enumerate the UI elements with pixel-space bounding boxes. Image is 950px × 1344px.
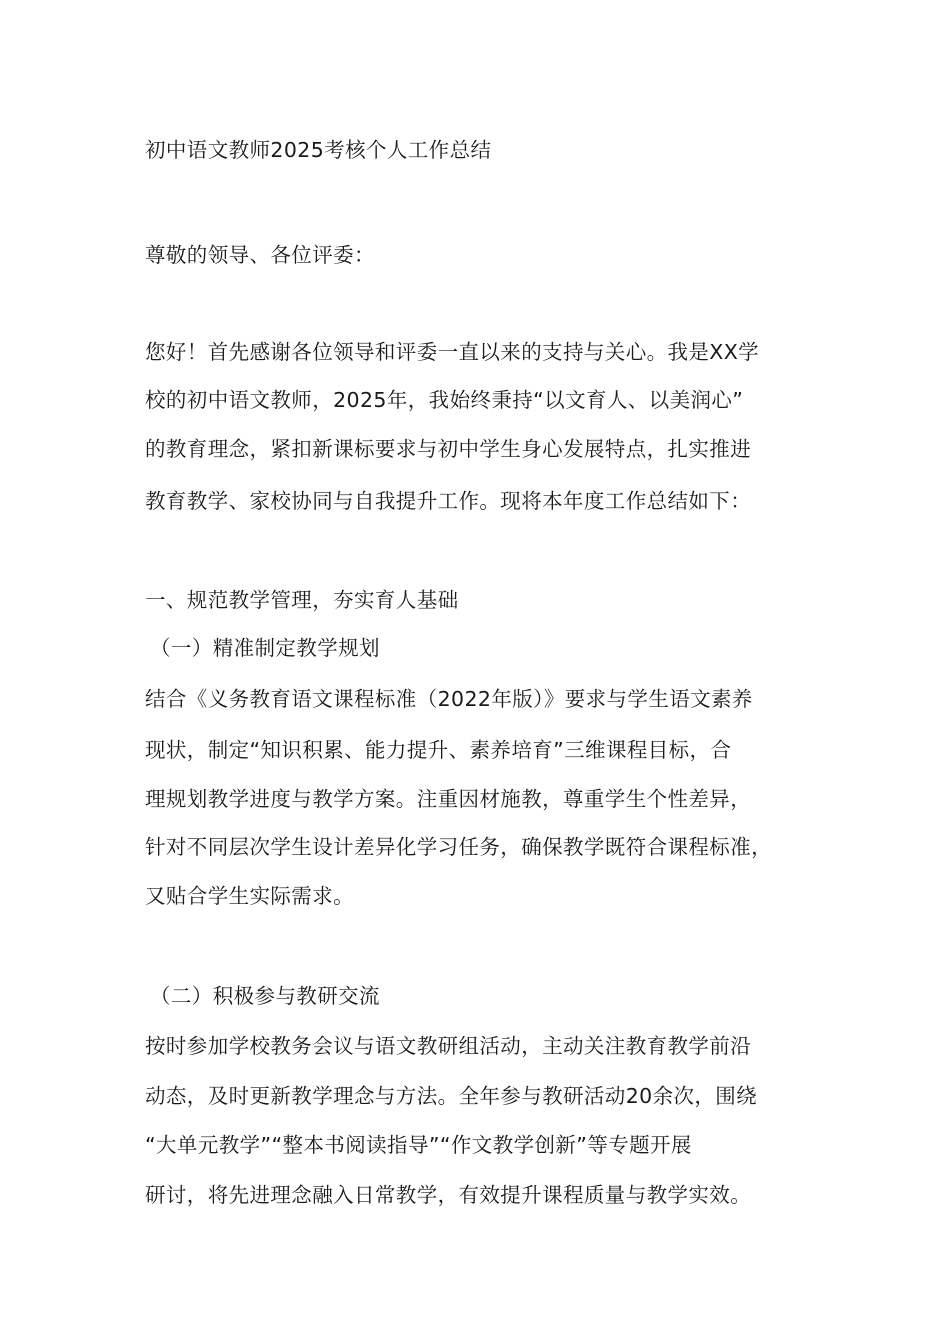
paragraph-line: 针对不同层次学生设计差异化学习任务，确保教学既符合课程标准， <box>145 835 772 859</box>
paragraph-line: 按时参加学校教务会议与语文教研组活动，主动关注教育教学前沿 <box>145 1034 752 1058</box>
document-title: 初中语文教师2025考核个人工作总结 <box>145 138 492 162</box>
subsection-heading: （二）积极参与教研交流 <box>150 984 380 1008</box>
section-heading: 一、规范教学管理，夯实育人基础 <box>145 588 459 612</box>
salutation: 尊敬的领导、各位评委： <box>145 243 375 267</box>
paragraph-line: 动态，及时更新教学理念与方法。全年参与教研活动20余次，围绕 <box>145 1084 758 1108</box>
intro-line: 的教育理念，紧扣新课标要求与初中学生身心发展特点，扎实推进 <box>145 437 752 461</box>
paragraph-line: 又贴合学生实际需求。 <box>145 884 354 908</box>
intro-line: 您好！首先感谢各位领导和评委一直以来的支持与关心。我是XX学 <box>145 340 760 364</box>
paragraph-line: 研讨，将先进理念融入日常教学，有效提升课程质量与教学实效。 <box>145 1183 752 1207</box>
subsection-heading: （一）精准制定教学规划 <box>150 636 380 660</box>
paragraph-line: 现状，制定“知识积累、能力提升、素养培育”三维课程目标，合 <box>145 738 732 762</box>
paragraph-line: “大单元教学”“整本书阅读指导”“作文教学创新”等专题开展 <box>145 1133 692 1157</box>
paragraph-line: 结合《义务教育语文课程标准（2022年版）》要求与学生语文素养 <box>145 687 753 711</box>
intro-line: 校的初中语文教师，2025年，我始终秉持“以文育人、以美润心” <box>145 388 744 412</box>
intro-line: 教育教学、家校协同与自我提升工作。现将本年度工作总结如下： <box>145 489 752 513</box>
paragraph-line: 理规划教学进度与教学方案。注重因材施教，尊重学生个性差异， <box>145 787 752 811</box>
